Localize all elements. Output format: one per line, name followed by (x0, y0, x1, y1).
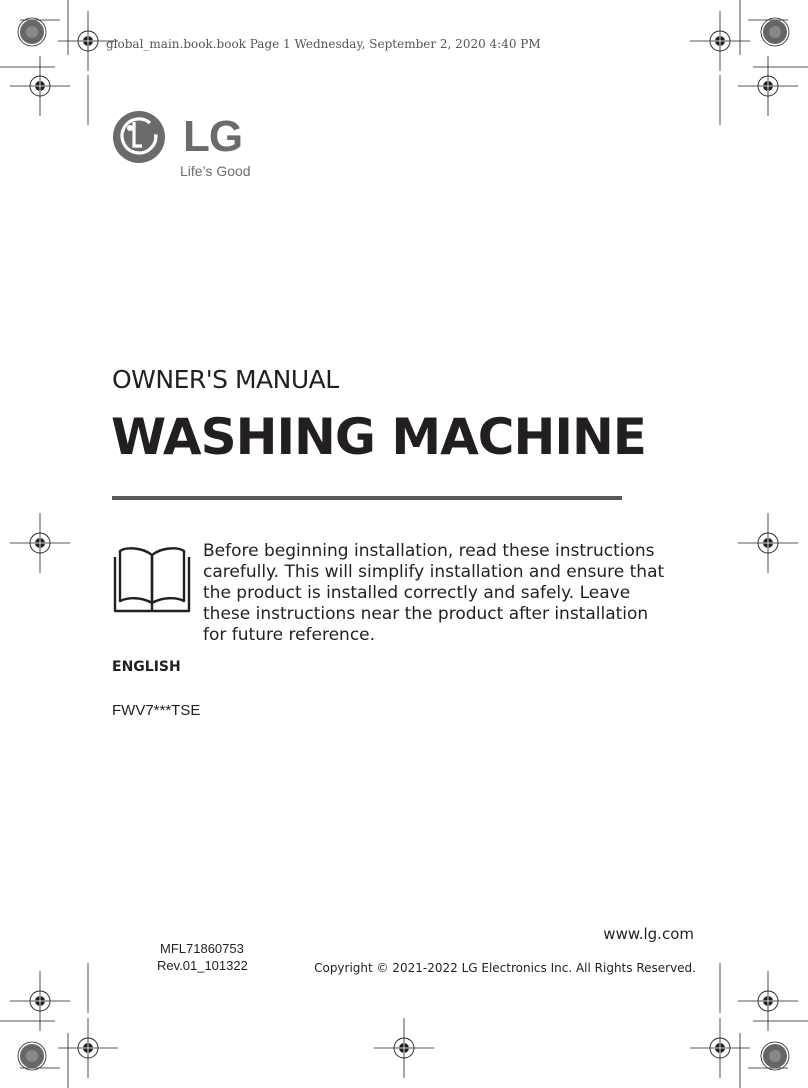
title-divider (112, 496, 622, 500)
print-header-line: global_main.book.book Page 1 Wednesday, September 2, 2020 4:40 PM (106, 37, 541, 51)
website-link[interactable]: www.lg.com (603, 925, 694, 943)
part-number: MFL71860753 (160, 941, 244, 956)
installation-notice: Before beginning installation, read these instructions carefully. This will simplify installation and ensure that the product is installed correctly and safely. Leave these instructions near the product after installation for future reference. (203, 541, 665, 645)
document-subtitle: OWNER'S MANUAL (112, 365, 339, 394)
lg-tagline: Life’s Good (180, 163, 251, 179)
language-label: ENGLISH (112, 659, 181, 675)
model-number: FWV7***TSE (112, 702, 201, 719)
revision-code: Rev.01_101322 (157, 958, 248, 973)
document-title: WASHING MACHINE (111, 408, 646, 466)
lg-wordmark: LG (183, 112, 243, 161)
open-book-icon (112, 545, 192, 617)
copyright-notice: Copyright © 2021-2022 LG Electronics Inc. All Rights Reserved. (314, 961, 696, 975)
